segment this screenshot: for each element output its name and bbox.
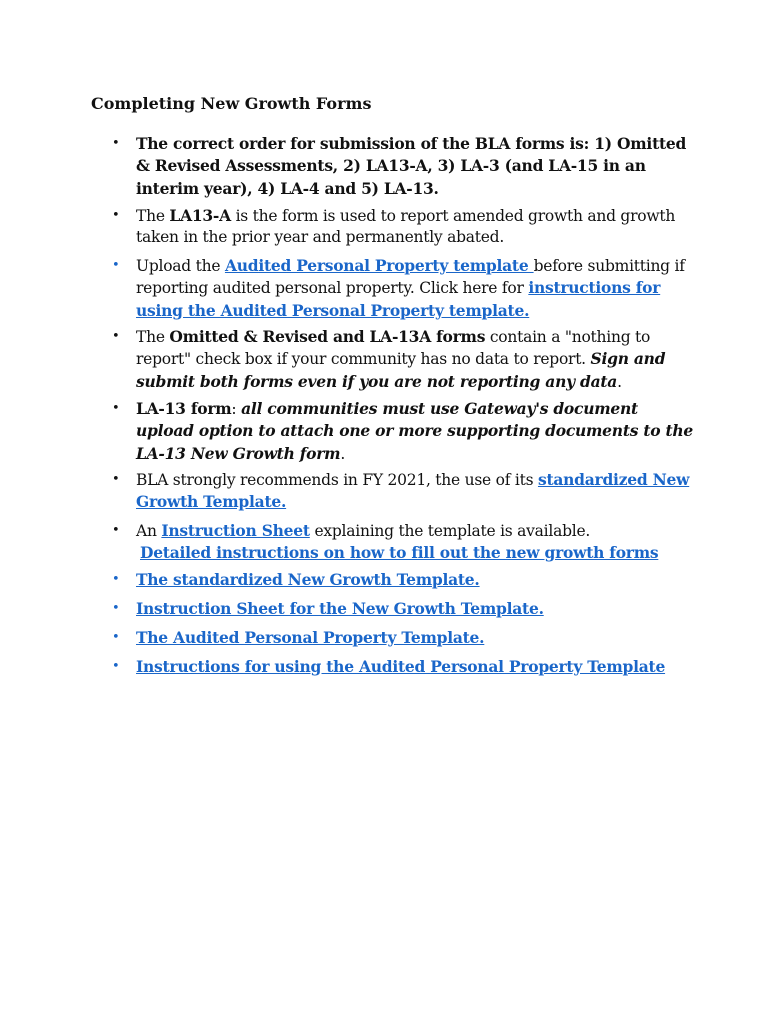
- la13a-pre: The: [136, 207, 170, 225]
- list-item-la13-form: [112, 398, 696, 465]
- list-item-submission-order: [112, 133, 696, 200]
- list-item-link-audited-template: [112, 627, 696, 649]
- bullet-icon: •: [112, 401, 120, 416]
- standardized-new-growth-template-link[interactable]: The standardized New Growth Template.: [136, 570, 480, 589]
- bullet-icon: •: [112, 659, 120, 674]
- la13-bold-italic: all communities must use Gateway's document upload option to attach one or more supporting documents to the LA-13 New Growth form: [136, 399, 694, 463]
- omitted-post: .: [617, 372, 622, 391]
- bullet-icon: •: [112, 208, 120, 223]
- list-item-la13a: [112, 205, 696, 249]
- upload-mid: before submitting if reporting audited personal property. Click here for: [136, 257, 685, 298]
- audited-template-instructions-link[interactable]: Instructions for using the Audited Personal Property Template: [136, 657, 666, 676]
- bullet-icon: •: [112, 136, 120, 151]
- audited-pp-instructions-link[interactable]: instructions for using the Audited Personal Property template.: [136, 278, 661, 320]
- bullet-icon: •: [112, 258, 120, 273]
- bullet-icon: •: [112, 329, 120, 344]
- bullet-icon: •: [112, 601, 120, 616]
- instruction-sheet-template-link[interactable]: Instruction Sheet for the New Growth Template.: [136, 599, 544, 618]
- detailed-instructions-link[interactable]: Detailed instructions on how to fill out the new growth forms: [140, 543, 659, 563]
- la13-bold: LA-13 form: [136, 399, 232, 418]
- omitted-pre: The: [136, 328, 170, 346]
- upload-pre: Upload the: [136, 257, 225, 275]
- audited-template-link[interactable]: The Audited Personal Property Template.: [136, 628, 485, 647]
- la13a-post: is the form is used to report amended growth and growth taken in the prior year and permanently abated.: [136, 207, 676, 247]
- bullet-icon: •: [112, 523, 120, 538]
- list-item-instruction-sheet: [112, 520, 696, 564]
- omitted-bold: Omitted & Revised and LA-13A forms: [169, 327, 486, 346]
- instruction-post: explaining the template is available.: [309, 522, 591, 540]
- list-item-recommendation: [112, 469, 696, 514]
- la13-post: .: [340, 444, 346, 463]
- list-item-link-instruction-sheet: [112, 598, 696, 620]
- instruction-sheet-link[interactable]: Instruction Sheet: [161, 521, 310, 540]
- list-item-link-standardized: [112, 569, 696, 591]
- list-item-link-audited-instructions: [112, 656, 696, 678]
- bullet-icon: •: [112, 572, 120, 587]
- la13-colon: :: [231, 400, 242, 418]
- omitted-bold-italic: Sign and submit both forms even if you are not reporting any data: [136, 349, 666, 391]
- instruction-pre: An: [136, 522, 162, 540]
- recommend-pre: BLA strongly recommends in FY 2021, the use of its: [136, 471, 538, 489]
- list-item-upload: [112, 255, 696, 322]
- submission-order-text: The correct order for submission of the BLA forms is: 1) Omitted & Revised Assessments, 2) LA13-A, 3) LA-3 (and LA-15 in an interim year), 4) LA-4 and 5) LA-13.: [136, 134, 687, 198]
- omitted-mid: contain a "nothing to report" check box if your community has no data to report.: [136, 328, 651, 369]
- page-title: Completing New Growth Forms: [91, 94, 372, 113]
- list-item-omitted-revised: [112, 326, 696, 393]
- bullet-icon: •: [112, 630, 120, 645]
- la13a-bold: LA13-A: [169, 206, 231, 225]
- audited-personal-property-template-link[interactable]: Audited Personal Property template: [224, 256, 534, 275]
- standardized-template-link[interactable]: standardized New Growth Template.: [136, 470, 690, 512]
- bullet-icon: •: [112, 472, 120, 487]
